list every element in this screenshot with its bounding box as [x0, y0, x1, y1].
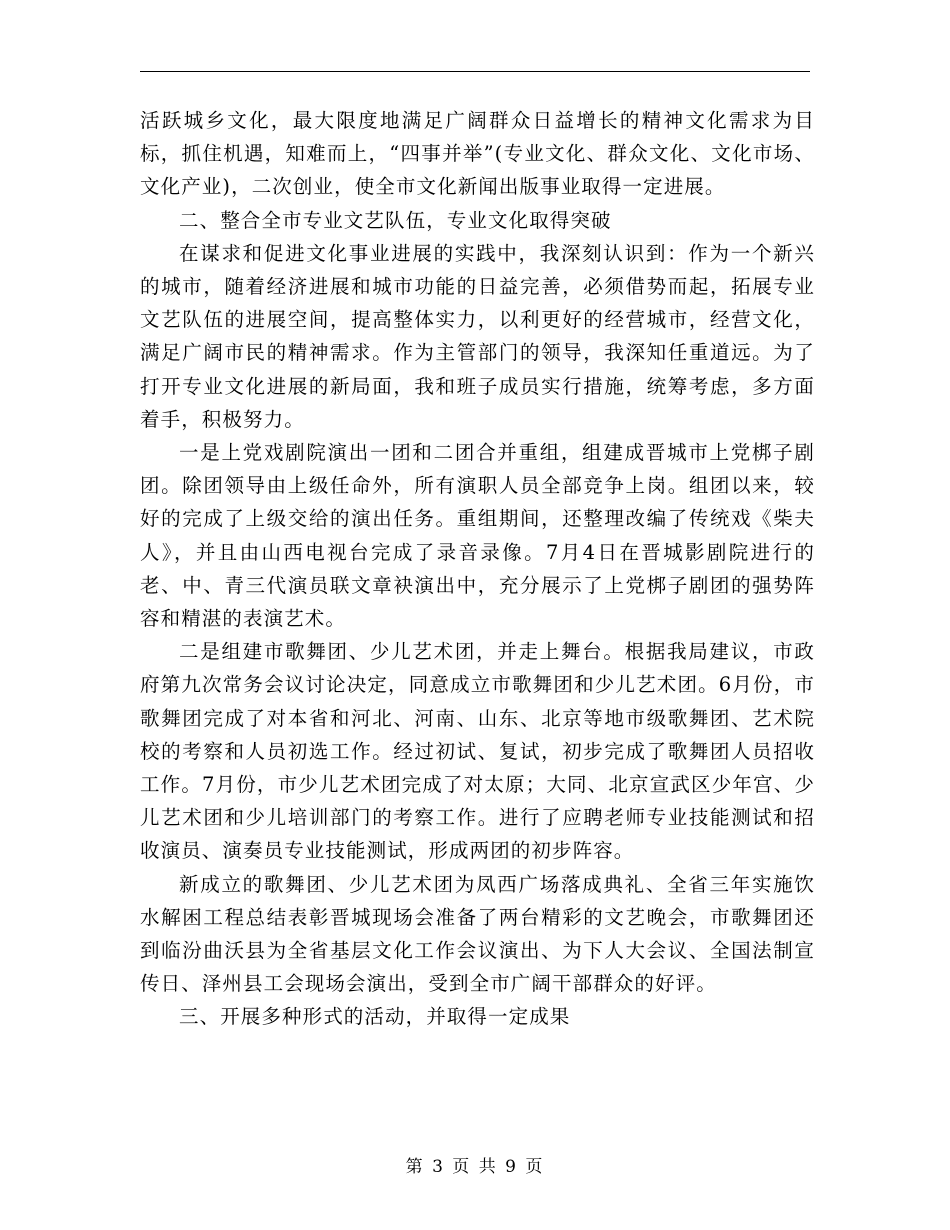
- paragraph: 在谋求和促进文化事业进展的实践中，我深刻认识到：作为一个新兴的城市，随着经济进展和城市功能的日益完善，必须借势而起，拓展专业文艺队伍的进展空间，提高整体实力，以利更好的经营城市，经营文化，满足广阔市民的精神需求。作为主管部门的领导，我深知任重道远。为了打开专业文化进展的新局面，我和班子成员实行措施，统筹考虑，多方面着手，积极努力。: [140, 241, 815, 431]
- paragraph-continuation: 活跃城乡文化，最大限度地满足广阔群众日益增长的精神文化需求为目标，抓住机遇，知难而上，“四事并举”(专业文化、群众文化、文化市场、文化产业)，二次创业，使全市文化新闻出版事业取得一定进展。: [140, 109, 815, 199]
- section-heading-2: 二、整合全市专业文艺队伍，专业文化取得突破: [179, 208, 612, 232]
- section-heading-3: 三、开展多种形式的活动，并取得一定成果: [179, 1005, 571, 1029]
- document-body: [140, 104, 815, 1034]
- paragraph: 新成立的歌舞团、少儿艺术团为凤西广场落成典礼、全省三年实施饮水解困工程总结表彰晋城现场会准备了两台精彩的文艺晚会，市歌舞团还到临汾曲沃县为全省基层文化工作会议演出、为下人大会议、全国法制宣传日、泽州县工会现场会演出，受到全市广阔干部群众的好评。: [140, 872, 815, 996]
- paragraph: 一是上党戏剧院演出一团和二团合并重组，组建成晋城市上党梆子剧团。除团领导由上级任命外，所有演职人员全部竞争上岗。组团以来，较好的完成了上级交给的演出任务。重组期间，还整理改编了传统戏《柴夫人》，并且由山西电视台完成了录音录像。7月4日在晋城影剧院进行的老、中、青三代演员联文章袂演出中，充分展示了上党梆子剧团的强势阵容和精湛的表演艺术。: [140, 441, 815, 631]
- paragraph: 二是组建市歌舞团、少儿艺术团，并走上舞台。根据我局建议，市政府第九次常务会议讨论决定，同意成立市歌舞团和少儿艺术团。6月份，市歌舞团完成了对本省和河北、河南、山东、北京等地市级歌舞团、艺术院校的考察和人员初选工作。经过初试、复试，初步完成了歌舞团人员招收工作。7月份，市少儿艺术团完成了对太原；大同、北京宣武区少年宫、少儿艺术团和少儿培训部门的考察工作。进行了应聘老师专业技能测试和招收演员、演奏员专业技能测试，形成两团的初步阵容。: [140, 640, 815, 863]
- page-footer: 第 3 页 共 9 页: [405, 1157, 545, 1177]
- header-rule: [140, 71, 810, 72]
